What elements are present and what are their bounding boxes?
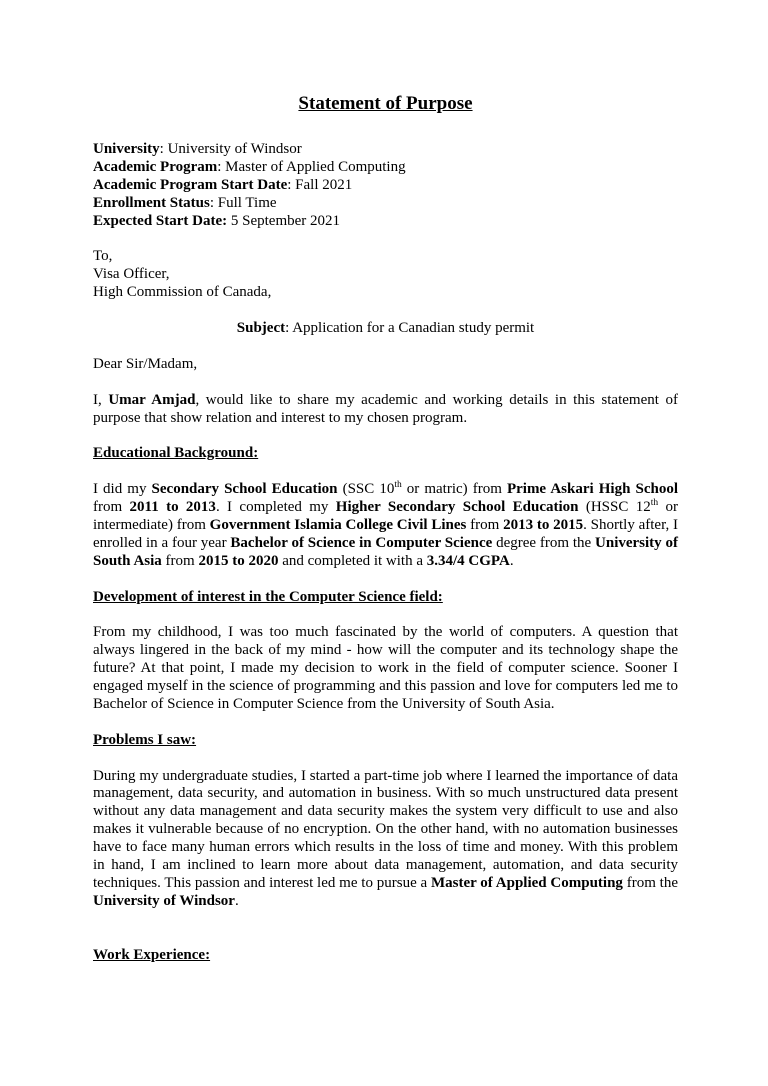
text-segment: (HSSC 12 [578, 499, 651, 516]
blank-line [93, 929, 678, 947]
educational-background-paragraph [93, 481, 678, 571]
field-label: Academic Program Start Date [93, 176, 288, 193]
salutation [93, 356, 678, 374]
text-segment: From my childhood, I was too much fascinated by the world of computers. A question that always lingered in the back of my mind - how will the computer and its technology shape the future? At that point, I made my decision to work in the field of computer science. Sooner I engaged myself in the science of programming and this passion and love for computers led me to Bachelor of Science in Computer Science from the University of South Asia. [93, 624, 678, 712]
bold-text: 2015 to 2020 [198, 552, 279, 569]
text-segment: from [93, 499, 130, 516]
field-value: : Fall 2021 [287, 176, 353, 193]
subject-line [93, 320, 678, 338]
heading-text: Problems I saw: [93, 731, 197, 748]
field-value: : Full Time [209, 194, 277, 211]
text-segment: and completed it with a [278, 552, 427, 569]
problems-i-saw-paragraph [93, 768, 678, 911]
text-line: Dear Sir/Madam, [93, 355, 198, 372]
document-body [93, 141, 678, 965]
text-segment: (SSC 10 [337, 481, 395, 498]
development-of-interest-paragraph [93, 624, 678, 714]
subject-text: : Application for a Canadian study permit [285, 320, 535, 337]
section-heading-problems-i-saw [93, 732, 678, 750]
text-segment: I, [93, 391, 109, 408]
bold-text: 3.34/4 CGPA [426, 552, 510, 569]
text-segment: . Shortly after, I enrolled in a four year [93, 516, 678, 551]
text-line: To, [93, 248, 113, 265]
bold-text: Master of Applied Computing [430, 875, 623, 891]
bold-text: Prime Askari High School [506, 481, 678, 498]
text-segment: from [161, 552, 199, 569]
text-segment: , would like to share my academic and working details in this statement of purpose that show relation and interest to my chosen program. [93, 391, 678, 426]
bold-text: 2011 to 2013 [129, 499, 216, 516]
bold-text: Government Islamia College Civil Lines [209, 516, 467, 533]
field-label: Expected Start Date: [93, 212, 228, 229]
text-segment: I did my [93, 481, 152, 498]
subject-label: Subject [236, 320, 286, 337]
bold-text: 2013 to 2015 [503, 516, 584, 533]
field-line [93, 159, 678, 177]
section-heading-educational-background [93, 445, 678, 463]
field-value: : Master of Applied Computing [217, 158, 406, 175]
field-line [93, 213, 678, 231]
text-line: High Commission of Canada, [93, 284, 272, 301]
bold-text: Bachelor of Science in Computer Science [230, 534, 493, 551]
field-label: Academic Program [93, 158, 218, 175]
intro-paragraph [93, 392, 678, 428]
superscript-text: th [650, 498, 659, 509]
bold-text: Higher Secondary School Education [335, 499, 579, 516]
section-heading-work-experience [93, 947, 678, 965]
text-line: Visa Officer, [93, 266, 170, 283]
program-details [93, 141, 678, 231]
bold-text: Secondary School Education [151, 481, 338, 498]
field-value: 5 September 2021 [227, 212, 341, 229]
recipient-address [93, 248, 678, 302]
bold-text: University of Windsor [93, 892, 235, 909]
text-segment: . I completed my [215, 499, 336, 516]
field-line [93, 141, 678, 159]
text-segment: from [466, 516, 504, 533]
text-segment: During my undergraduate studies, I started a part-time job where I learned the importance of data management, data security, and automation in business. With so much unstructured data present without any data management and data security makes the system very difficult to use and also makes it vulnerable because of no encryption. On the other hand, with no automation businesses have to face many human errors which results in the loss of time and money. With this problem in hand, I am inclined to learn more about data management, automation, and data security techniques. This passion and interest led me to pursue a [93, 767, 678, 891]
text-segment: degree from the [492, 534, 596, 551]
field-line [93, 195, 678, 213]
text-segment: from the [622, 875, 679, 891]
bold-text: Umar Amjad [108, 391, 196, 408]
field-label: Enrollment Status [93, 194, 210, 211]
text-segment: or intermediate) from [93, 499, 678, 533]
document-title: Statement of Purpose [298, 93, 473, 114]
bold-text: University of South Asia [93, 534, 678, 569]
field-line [93, 177, 678, 195]
text-segment: . [234, 892, 239, 909]
heading-text: Educational Background: [93, 445, 259, 462]
field-label: University [93, 141, 160, 157]
section-heading-development-of-interest [93, 589, 678, 607]
heading-text: Work Experience: [93, 946, 211, 963]
text-segment: . [509, 552, 514, 569]
text-segment: or matric) from [401, 481, 507, 498]
superscript-text: th [394, 480, 402, 491]
field-value: : University of Windsor [159, 141, 302, 157]
heading-text: Development of interest in the Computer Science field: [93, 588, 443, 605]
